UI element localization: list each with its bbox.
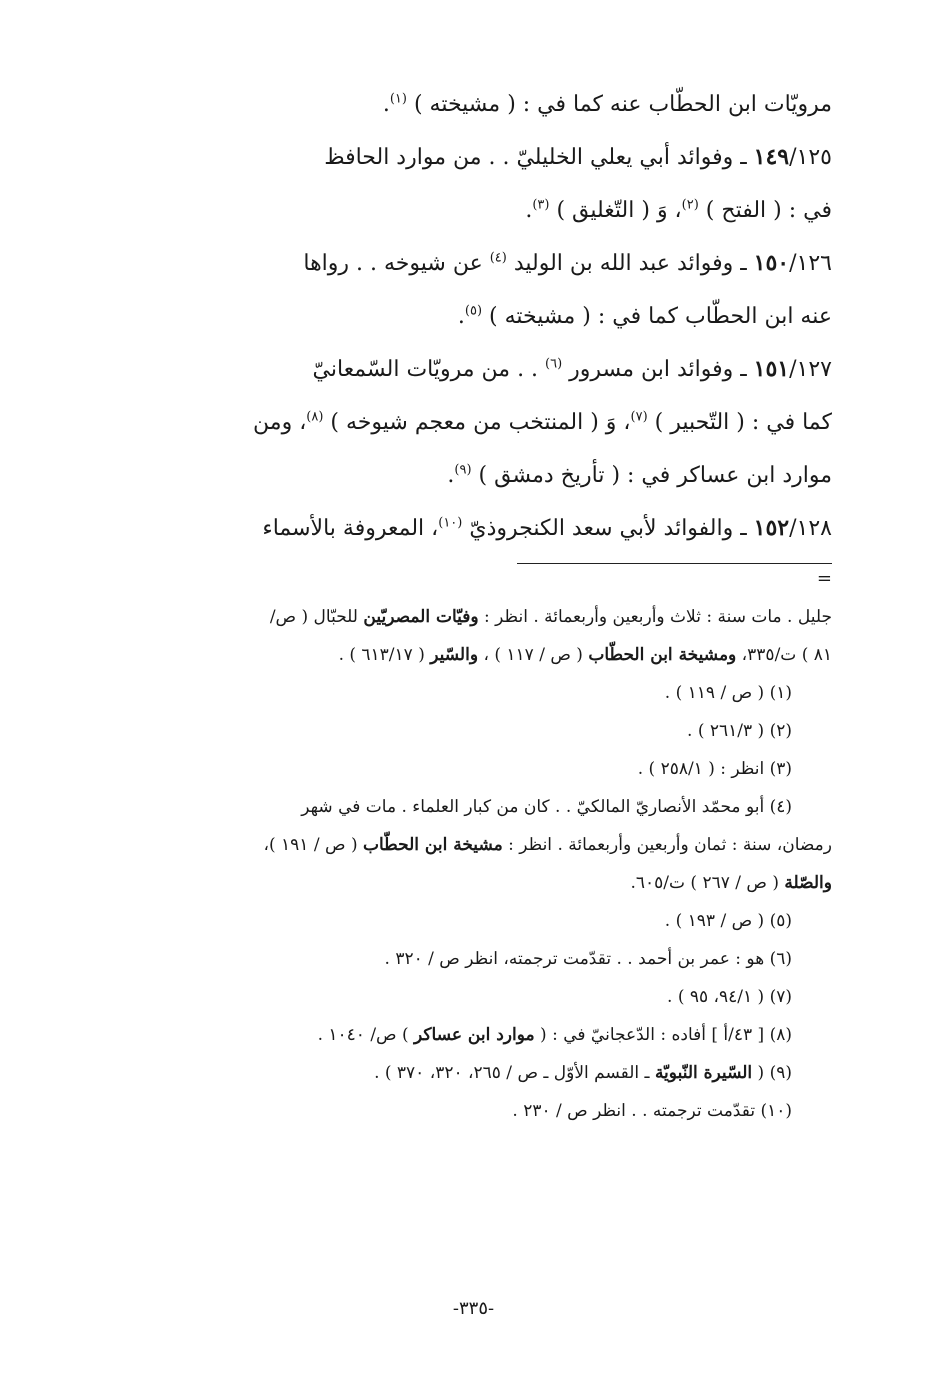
text-run: للحبّال ( ص/ <box>269 607 364 627</box>
text-run: . <box>457 304 465 329</box>
footnote-separator-line <box>517 563 832 564</box>
bold-text: والصّلة <box>784 873 832 893</box>
text-run: (٣) انظر : ( ٢٥٨/١ ) . <box>637 759 792 779</box>
footnote-ref: (١) <box>389 91 407 107</box>
text-run: عن شيوخه . . رواها <box>303 251 490 276</box>
footnote-line <box>110 750 832 788</box>
text-run: رمضان، سنة : ثمان وأربعين وأربعمائة . انظر : <box>502 835 832 855</box>
main-text <box>110 78 832 555</box>
footnote-ref: (٨) <box>306 409 324 425</box>
bold-text: مشيخة ابن الحطّاب <box>362 835 503 855</box>
bold-text: ١٥٠ <box>753 250 790 276</box>
text-run: (٢) ( ٢٦١/٣ ) . <box>687 721 792 741</box>
text-run: (٨) [ ٤٣/أ ] أفاده : الدّعجانيّ في : ( <box>534 1025 792 1045</box>
footnote-line <box>110 902 832 940</box>
text-run: (١) ( ص / ١١٩ ) . <box>664 683 792 703</box>
text-run: ( ص / ١١٧ ) ، <box>478 645 589 665</box>
text-run: ( ص / ١٩١ )، <box>263 835 363 855</box>
text-run: /١٢٦ ـ وفوائد عبد الله بن الوليد <box>506 251 832 276</box>
footnote-ref: (٦) <box>545 356 563 372</box>
bold-text: السّيرة النّبويّة <box>654 1063 753 1083</box>
text-run: ( ٦١٣/١٧ ) . <box>338 645 431 665</box>
main-line <box>110 343 832 396</box>
text-run: مرويّات ابن الحطّاب عنه كما في : ( مشيخته ) <box>406 92 832 117</box>
main-line <box>110 78 832 131</box>
footnote-line <box>110 598 832 636</box>
main-line <box>110 396 832 449</box>
text-run: ـ القسم الأوّل ـ ص / ٢٦٥، ٣٢٠، ٣٧٠ ) . <box>374 1063 655 1083</box>
text-run: (٧) ( ٩٤/١، ٩٥ ) . <box>667 987 792 1007</box>
footnote-line <box>110 1092 832 1130</box>
bold-text: ١٥٢ <box>753 515 790 541</box>
bold-text: ومشيخة ابن الحطّاب <box>588 645 737 665</box>
text-run: ( ص / ٢٦٧ ) ت/٦٠٥. <box>630 873 785 893</box>
footnote-ref: (١٠) <box>438 515 463 531</box>
footnote-ref: (٤) <box>489 250 507 266</box>
text-run: (٩) ( <box>752 1063 792 1083</box>
footnotes <box>110 598 832 1130</box>
bold-text: والسّير <box>430 645 479 665</box>
text-run: (١٠) تقدّمت ترجمته . . انظر ص / ٢٣٠ . <box>512 1101 792 1121</box>
footnote-ref: (٥) <box>464 303 483 319</box>
text-run: ، وَ ( المنتخب من معجم شيوخه ) <box>323 410 631 435</box>
bold-text: موارد ابن عساكر <box>414 1025 535 1045</box>
main-line <box>110 290 832 343</box>
main-line <box>110 131 832 184</box>
text-run: موارد ابن عساكر في : ( تأريخ دمشق ) <box>471 463 832 488</box>
text-run: (٥) ( ص / ١٩٣ ) . <box>664 911 792 931</box>
text-run: /١٢٧ ـ وفوائد ابن مسرور <box>562 357 832 382</box>
text-run: . <box>447 463 455 488</box>
text-run: . <box>525 198 533 223</box>
footnote-line <box>110 712 832 750</box>
footnote-ref: (٢) <box>681 197 699 213</box>
text-run: /١٢٥ ـ وفوائد أبي يعلي الخليليّ . . من موارد الحافظ <box>324 145 832 170</box>
text-run: ، ومن <box>253 410 307 435</box>
main-line <box>110 184 832 237</box>
footnote-ref: (٩) <box>454 462 472 478</box>
text-run: /١٢٨ ـ والفوائد لأبي سعد الكنجروذيّ <box>462 516 832 541</box>
bold-text: ١٤٩ <box>753 144 790 170</box>
footnote-line <box>110 978 832 1016</box>
page-number: -٣٣٥- <box>452 1298 495 1319</box>
text-run: . . من مرويّات السّمعانيّ <box>312 357 546 382</box>
text-run: . <box>382 92 390 117</box>
footnote-line <box>110 636 832 674</box>
footnote-line <box>110 940 832 978</box>
text-run: جليل . مات سنة : ثلاث وأربعين وأربعمائة . انظر : <box>478 607 832 627</box>
footnote-line <box>110 788 832 826</box>
text-run: في : ( الفتح ) <box>698 198 832 223</box>
footnote-line <box>110 864 832 902</box>
footnote-line <box>110 1054 832 1092</box>
text-run: (٦) هو : عمر بن أحمد . . تقدّمت ترجمته، انظر ص / ٣٢٠ . <box>384 949 792 969</box>
text-run: ، المعروفة بالأسماء <box>262 516 439 541</box>
continuation-mark: = <box>816 568 832 589</box>
footnote-line <box>110 1016 832 1054</box>
page <box>110 78 832 1130</box>
main-line <box>110 237 832 290</box>
text-run: عنه ابن الحطّاب كما في : ( مشيخته ) <box>482 304 832 329</box>
footnote-ref: (٧) <box>630 409 648 425</box>
text-run: ٨١ ) ت/٣٣٥، <box>736 645 832 665</box>
bold-text: وفيّات المصريّين <box>363 607 479 627</box>
footnote-ref: (٣) <box>532 197 550 213</box>
text-run: ) ص/ ١٠٤٠ . <box>317 1025 415 1045</box>
footnote-line <box>110 826 832 864</box>
text-run: كما في : ( التّحبير ) <box>647 410 832 435</box>
footnote-line <box>110 674 832 712</box>
bold-text: ١٥١ <box>753 356 790 382</box>
text-run: ، وَ ( التّغليق ) <box>549 198 682 223</box>
text-run: (٤) أبو محمّد الأنصاريّ المالكيّ . . كان من كبار العلماء . مات في شهر <box>301 797 792 817</box>
main-line <box>110 449 832 502</box>
main-line <box>110 502 832 555</box>
